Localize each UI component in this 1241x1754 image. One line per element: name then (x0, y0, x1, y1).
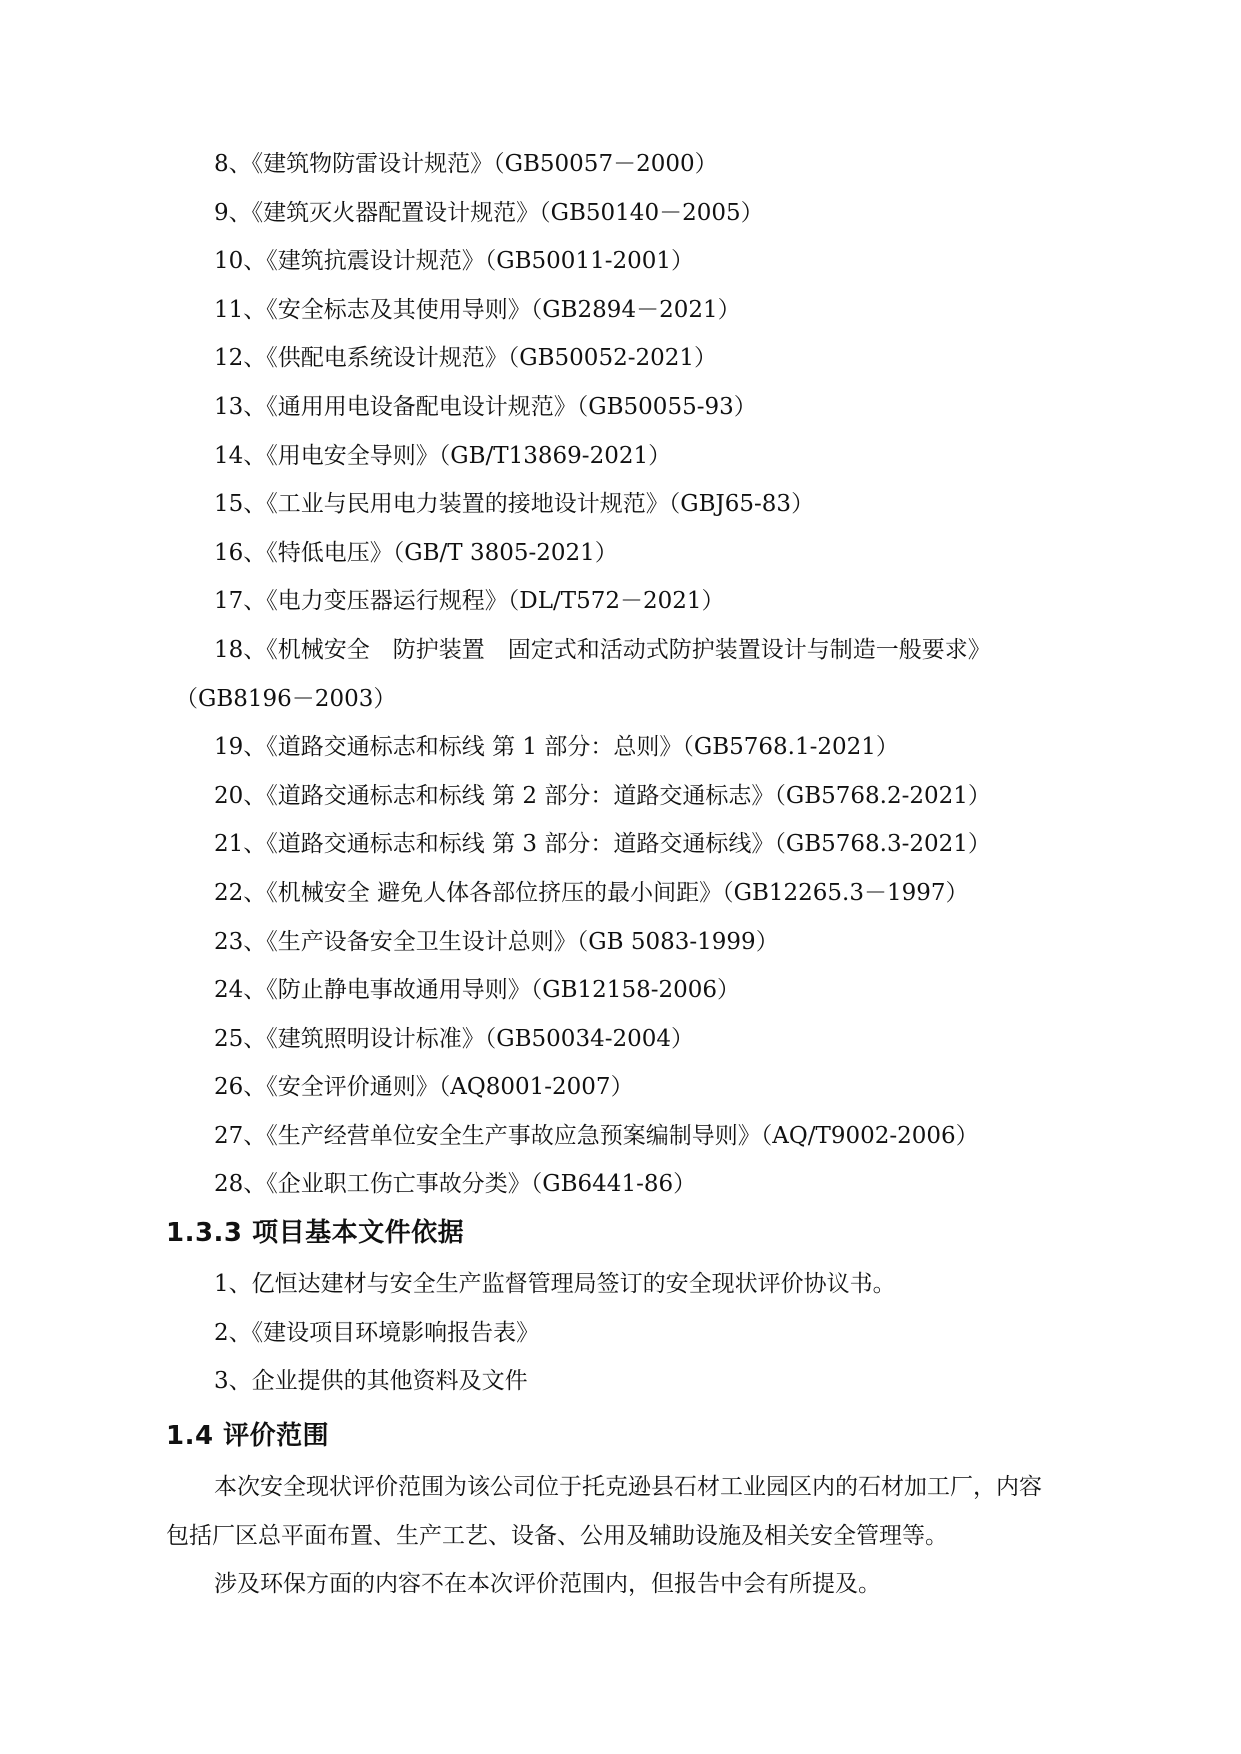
standard-item: 24、《防止静电事故通用导则》（GB12158-2006） (214, 977, 741, 1004)
standard-item: 25、《建筑照明设计标准》（GB50034-2004） (214, 1025, 695, 1052)
standard-item: 18、《机械安全 防护装置 固定式和活动式防护装置设计与制造一般要求》 (214, 636, 991, 663)
standard-item: 23、《生产设备安全卫生设计总则》（GB 5083-1999） (214, 928, 779, 955)
standard-item: 27、《生产经营单位安全生产事故应急预案编制导则》（AQ/T9002-2006） (214, 1122, 979, 1149)
standard-item: 28、《企业职工伤亡事故分类》（GB6441-86） (214, 1171, 697, 1198)
standard-item: 12、《供配电系统设计规范》（GB50052-2021） (214, 345, 718, 372)
standard-item: 9、《建筑灭火器配置设计规范》（GB50140－2005） (214, 199, 764, 226)
scope-paragraph-line: 包括厂区总平面布置、生产工艺、设备、公用及辅助设施及相关安全管理等。 (166, 1522, 948, 1549)
standard-item: 16、《特低电压》（GB/T 3805-2021） (214, 539, 618, 566)
standard-item: 21、《道路交通标志和标线 第 3 部分：道路交通标线》（GB5768.3-2021） (214, 831, 991, 858)
standard-item: 22、《机械安全 避免人体各部位挤压的最小间距》（GB12265.3－1997） (214, 879, 969, 906)
scope-paragraph: 涉及环保方面的内容不在本次评价范围内，但报告中会有所提及。 (214, 1571, 881, 1598)
standard-item: 15、《工业与民用电力装置的接地设计规范》（GBJ65-83） (214, 491, 815, 518)
standard-item: 17、《电力变压器运行规程》（DL/T572－2021） (214, 588, 725, 615)
standard-item: 13、《通用用电设备配电设计规范》（GB50055-93） (214, 393, 757, 420)
standard-item: 8、《建筑物防雷设计规范》（GB50057－2000） (214, 151, 718, 177)
standard-item: 19、《道路交通标志和标线 第 1 部分：总则》（GB5768.1-2021） (214, 734, 899, 761)
standard-item: 11、《安全标志及其使用导则》（GB2894－2021） (214, 296, 741, 323)
standard-item: 14、《用电安全导则》（GB/T13869-2021） (214, 442, 672, 469)
scope-section (0, 1463, 1241, 1609)
standard-item-continuation: （GB8196－2003） (175, 685, 397, 712)
standard-item: 10、《建筑抗震设计规范》（GB50011-2001） (214, 248, 695, 275)
section-heading-1-4: 1.4 评价范围 (166, 1421, 330, 1451)
section-heading-1-3-3: 1.3.3 项目基本文件依据 (166, 1218, 465, 1248)
standard-item: 20、《道路交通标志和标线 第 2 部分：道路交通标志》（GB5768.2-2021） (214, 782, 991, 809)
file-item: 2、《建设项目环境影响报告表》 (214, 1319, 540, 1346)
standards-list (0, 140, 1241, 1209)
standard-item: 26、《安全评价通则》（AQ8001-2007） (214, 1074, 634, 1101)
file-item: 1、亿恒达建材与安全生产监督管理局签订的安全现状评价协议书。 (214, 1271, 896, 1297)
file-item: 3、企业提供的其他资料及文件 (214, 1368, 528, 1395)
project-files-list (0, 1260, 1241, 1406)
scope-paragraph-line: 本次安全现状评价范围为该公司位于托克逊县石材工业园区内的石材加工厂，内容 (214, 1474, 1042, 1500)
